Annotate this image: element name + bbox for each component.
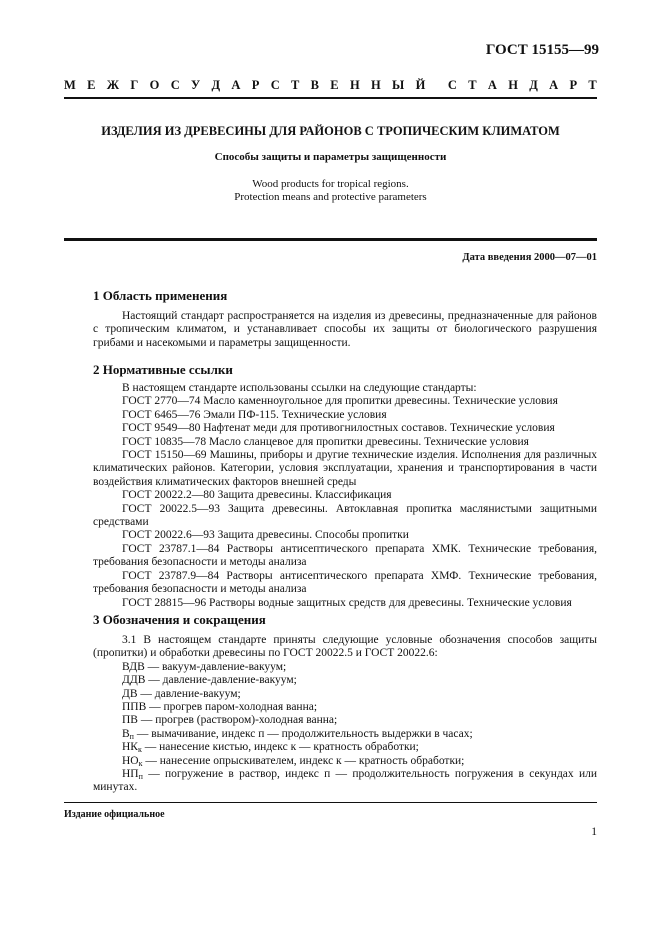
abbreviation-meaning: — вакуум-давление-вакуум; <box>144 660 287 673</box>
abbreviation-item <box>93 688 597 701</box>
reference-item: ГОСТ 6465—76 Эмали ПФ-115. Технические условия <box>122 408 387 421</box>
abbreviation-code: ВДВ <box>122 660 145 673</box>
reference-item: ГОСТ 23787.1—84 Растворы антисептического препарата ХМК. Технические требования, требования безопасности и методы анализа <box>93 542 597 569</box>
abbreviation-meaning: — нанесение опрыскивателем, индекс к — кратность обработки; <box>142 754 465 767</box>
banner-letter: С <box>170 78 180 92</box>
banner-letter: Н <box>508 78 518 92</box>
abbreviation-meaning: — давление-вакуум; <box>137 687 241 700</box>
abbreviation-meaning: — вымачивание, индекс п — продолжительность выдержки в часах; <box>133 727 473 740</box>
abbreviation-item <box>93 768 597 795</box>
abbreviation-item <box>93 661 597 674</box>
banner-letter: Е <box>87 78 96 92</box>
english-title <box>64 178 597 204</box>
section-1-heading: 1 Область применения <box>93 288 228 303</box>
banner-letter: Й <box>415 78 426 92</box>
banner-letter: А <box>231 78 241 92</box>
abbreviation-index: п <box>129 731 134 741</box>
abbreviation-meaning: — прогрев (раствором)-холодная ванна; <box>137 714 338 727</box>
banner-letter: У <box>191 78 201 92</box>
section-3-heading: 3 Обозначения и сокращения <box>93 612 266 627</box>
abbreviation-code: ПВ <box>122 714 138 727</box>
abbreviation-meaning: — погружение в раствор, индекс п — продолжительность погружения в секундах или минутах. <box>93 768 597 794</box>
abbreviation-index: п <box>138 772 143 782</box>
banner-letter: С <box>270 78 280 92</box>
banner-letter: Р <box>251 78 260 92</box>
banner-letter: А <box>487 78 497 92</box>
abbreviation-item <box>93 755 597 768</box>
banner-letter: Т <box>588 78 597 92</box>
banner-letter: Н <box>349 78 360 92</box>
document-code: ГОСТ 15155—99 <box>485 42 599 58</box>
reference-item: ГОСТ 20022.6—93 Защита древесины. Способы пропитки <box>122 529 409 542</box>
banner-letter: С <box>447 78 457 92</box>
reference-item: ГОСТ 15150—69 Машины, приборы и другие технические изделия. Исполнения для различных климатических районов. Категории, условия эксплуатации, хранения и транспортирования в части воздействия климатических факторов внешней среды <box>93 449 597 488</box>
abbreviation-index: к <box>138 758 143 768</box>
title-rule <box>64 238 597 241</box>
banner-letter: Д <box>529 78 538 92</box>
introduction-date: Дата введения 2000—07—01 <box>462 252 597 263</box>
banner-letter: Ж <box>106 78 120 92</box>
abbreviation-index: к <box>137 745 142 755</box>
section-1-text <box>93 310 597 350</box>
abbreviation-code: НО <box>122 754 139 767</box>
reference-item: ГОСТ 20022.5—93 Защита древесины. Автоклавная пропитка маслянистыми защитными средствами <box>93 502 597 529</box>
abbreviation-item <box>93 728 597 741</box>
abbreviation-meaning: — давление-давление-вакуум; <box>145 674 297 687</box>
document-subtitle: Способы защиты и параметры защищенности <box>214 151 447 163</box>
banner-letter: Р <box>569 78 578 92</box>
english-title-line-2: Protection means and protective parameters <box>234 191 427 203</box>
top-rule <box>64 97 597 99</box>
abbreviation-meaning: — прогрев паром-холодная ванна; <box>146 701 318 714</box>
abbreviation-item <box>93 741 597 754</box>
banner-letter: Г <box>130 78 139 92</box>
banner-letter: Т <box>291 78 300 92</box>
abbreviation-code: В <box>122 727 130 740</box>
section-3-intro: 3.1 В настоящем стандарте приняты следующие условные обозначения способов защиты (пропитки) и обработки древесины по ГОСТ 20022.5 и ГОСТ 20022.6: <box>93 634 597 660</box>
banner-letter: Т <box>468 78 477 92</box>
page-number: 1 <box>591 826 597 838</box>
reference-item: ГОСТ 28815—96 Растворы водные защитных средств для древесины. Технические условия <box>122 596 572 609</box>
section-3-body <box>93 634 597 795</box>
abbreviation-meaning: — нанесение кистью, индекс к — кратность обработки; <box>141 741 419 754</box>
abbreviation-code: ДВ <box>122 687 138 700</box>
reference-item: ГОСТ 23787.9—84 Растворы антисептического препарата ХМФ. Технические требования, требования безопасности и методы анализа <box>93 569 597 596</box>
abbreviation-item <box>93 714 597 727</box>
abbreviation-code: НК <box>122 741 138 754</box>
banner-letter: М <box>64 78 76 92</box>
banner-letter: В <box>310 78 319 92</box>
reference-item: ГОСТ 20022.2—80 Защита древесины. Классификация <box>122 489 392 502</box>
banner-letter: О <box>149 78 160 92</box>
banner-letter: Д <box>211 78 221 92</box>
reference-item: ГОСТ 2770—74 Масло каменноугольное для пропитки древесины. Технические условия <box>122 395 558 408</box>
abbreviation-code: ППВ <box>122 701 147 714</box>
reference-item: ГОСТ 9549—80 Нафтенат меди для противогнилостных составов. Технические условия <box>122 422 555 435</box>
banner-letter: Ы <box>392 78 405 92</box>
section-2-intro: В настоящем стандарте использованы ссылки на следующие стандарты: <box>122 382 477 394</box>
document-title: ИЗДЕЛИЯ ИЗ ДРЕВЕСИНЫ ДЛЯ РАЙОНОВ С ТРОПИЧЕСКИМ КЛИМАТОМ <box>101 124 560 138</box>
reference-item: ГОСТ 10835—78 Масло сланцевое для пропитки древесины. Технические условия <box>122 435 529 448</box>
edition-label: Издание официальное <box>64 809 165 820</box>
abbreviation-item <box>93 701 597 714</box>
abbreviation-item <box>93 674 597 687</box>
english-title-line-1: Wood products for tropical regions. <box>252 178 409 190</box>
interstate-standard-banner <box>64 78 597 93</box>
banner-letter: А <box>549 78 559 92</box>
banner-letter: Н <box>370 78 381 92</box>
footer-rule <box>64 802 597 803</box>
section-2-body <box>93 382 597 610</box>
section-1-paragraph: Настоящий стандарт распространяется на изделия из древесины, предназначенные для районов с тропическим климатом, и устанавливает способы их защиты от биологического разрушения грибами и насекомыми и параметры защищенности. <box>93 310 597 349</box>
abbreviation-code: НП <box>122 768 139 781</box>
abbreviation-code: ДДВ <box>122 674 146 687</box>
banner-letter: Е <box>330 78 339 92</box>
section-2-heading: 2 Нормативные ссылки <box>93 362 233 377</box>
